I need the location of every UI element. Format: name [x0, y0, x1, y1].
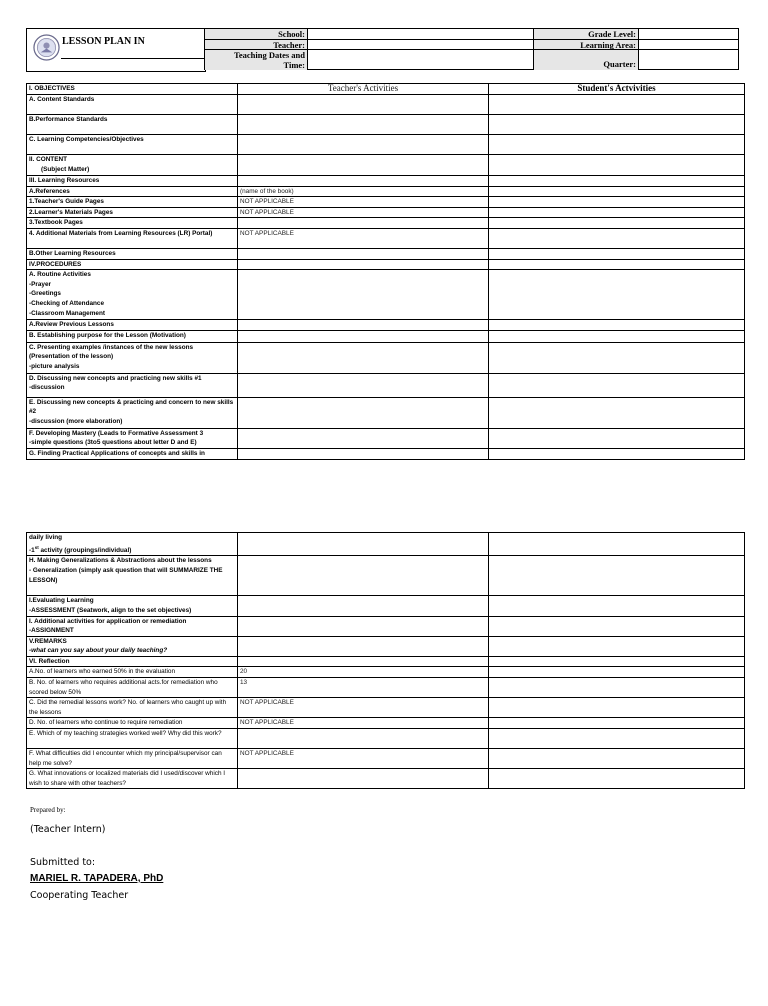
lesson-plan-header	[26, 28, 739, 72]
daily-living-label	[27, 533, 238, 556]
content-standards-label: A. Content Standards	[27, 95, 238, 115]
student-cell[interactable]	[489, 656, 745, 667]
additional-activities-text: I. Additional activities for application or remediation	[29, 617, 187, 625]
teacher-cell[interactable]	[238, 616, 489, 636]
references-value[interactable]: (name of the book)	[238, 186, 489, 197]
remarks-question-text: -what can you say about your daily teaching?	[29, 647, 168, 655]
teacher-cell[interactable]	[238, 218, 489, 229]
table-row	[27, 155, 745, 176]
student-cell[interactable]	[489, 698, 745, 718]
teacher-cell[interactable]	[238, 448, 489, 459]
teacher-cell[interactable]	[238, 135, 489, 155]
student-cell[interactable]	[489, 95, 745, 115]
student-cell[interactable]	[489, 678, 745, 698]
dates-field[interactable]	[308, 50, 534, 70]
student-cell[interactable]	[489, 330, 745, 342]
student-cell[interactable]	[489, 197, 745, 208]
additional-materials-value[interactable]: NOT APPLICABLE	[238, 228, 489, 248]
school-field[interactable]	[308, 29, 534, 40]
student-cell[interactable]	[489, 373, 745, 397]
mastery-text: F. Developing Mastery (Leads to Formative Assessment 3	[29, 429, 204, 437]
table-row	[27, 636, 745, 656]
table-row	[27, 533, 745, 556]
teacher-cell[interactable]	[238, 656, 489, 667]
generalization-text: - Generalization (simply ask question that will SUMMARIZE THE LESSON)	[29, 566, 223, 584]
student-cell[interactable]	[489, 769, 745, 789]
table-row	[27, 397, 745, 428]
mastery-label	[27, 428, 238, 448]
student-cell[interactable]	[489, 259, 745, 270]
student-cell[interactable]	[489, 596, 745, 616]
daily-living-text: daily living	[29, 534, 63, 541]
student-cell[interactable]	[489, 616, 745, 636]
student-cell[interactable]	[489, 115, 745, 135]
student-cell[interactable]	[489, 135, 745, 155]
student-cell[interactable]	[489, 320, 745, 331]
table-row	[27, 197, 745, 208]
routine-activities-label	[27, 270, 238, 320]
student-cell[interactable]	[489, 636, 745, 656]
teacher-cell[interactable]	[238, 176, 489, 187]
student-cell[interactable]	[489, 207, 745, 218]
subject-matter-text: (Subject Matter)	[41, 165, 90, 173]
additional-activities-label	[27, 616, 238, 636]
table-row	[27, 228, 745, 248]
teacher-cell[interactable]	[238, 769, 489, 789]
reflection-f-value[interactable]: NOT APPLICABLE	[238, 749, 489, 769]
reflection-c-label: C. Did the remedial lessons work? No. of learners who caught up with the lessons	[29, 699, 227, 716]
table-row	[27, 259, 745, 270]
table-row	[27, 115, 745, 135]
additional-materials-label: 4. Additional Materials from Learning Resources (LR) Portal)	[27, 228, 238, 248]
discussion-more-text: -discussion (more elaboration)	[29, 417, 123, 425]
presenting-text: C. Presenting examples /instances of the new lessons (Presentation of the lesson)	[29, 343, 194, 361]
lm-pages-value[interactable]: NOT APPLICABLE	[238, 207, 489, 218]
title-box	[26, 28, 206, 72]
table-row	[27, 596, 745, 616]
student-cell[interactable]	[489, 176, 745, 187]
student-cell[interactable]	[489, 397, 745, 428]
submitted-to-label: Submitted to:	[30, 857, 96, 868]
table-row	[27, 135, 745, 155]
first-activity-b: activity (groupings/individual)	[38, 546, 132, 554]
first-activity-text	[29, 543, 235, 556]
table-row	[27, 698, 745, 718]
teacher-cell[interactable]	[238, 248, 489, 259]
cooperating-teacher-role: Cooperating Teacher	[30, 890, 129, 901]
reflection-g-label: G. What innovations or localized materials did I used/discover which I wish to share with other teachers?	[29, 770, 226, 787]
table-row	[27, 616, 745, 636]
discussing-1-label	[27, 373, 238, 397]
reflection-b-label: B. No. of learners who requires additional acts.for remediation who scored below 50%	[29, 679, 218, 696]
table-row	[27, 718, 745, 729]
procedures-label: IV.PROCEDURES	[27, 259, 238, 270]
table-row	[27, 320, 745, 331]
teacher-cell[interactable]	[238, 155, 489, 176]
remarks-text: V.REMARKS	[29, 637, 67, 645]
table-row	[27, 729, 745, 749]
teacher-cell[interactable]	[238, 330, 489, 342]
table-row	[27, 342, 745, 373]
other-resources-label: B.Other Learning Resources	[27, 248, 238, 259]
teacher-cell[interactable]	[238, 729, 489, 749]
teacher-cell[interactable]	[238, 342, 489, 373]
quarter-field[interactable]	[639, 50, 738, 70]
subject-line	[61, 58, 205, 59]
reflection-f-label: F. What difficulties did I encounter which my principal/supervisor can help me solve?	[29, 750, 222, 767]
table-row	[27, 330, 745, 342]
table-row	[27, 373, 745, 397]
student-cell[interactable]	[489, 155, 745, 176]
assessment-text: -ASSESSMENT (Seatwork, align to the set objectives)	[29, 606, 192, 614]
table-row	[27, 428, 745, 448]
reflection-a-value[interactable]: 20	[238, 667, 489, 678]
teacher-cell[interactable]	[238, 428, 489, 448]
table-row	[27, 667, 745, 678]
teacher-cell[interactable]	[238, 270, 489, 320]
school-label: School:	[205, 29, 308, 40]
lm-pages-label: 2.Learner's Materials Pages	[27, 207, 238, 218]
discussion-text: -discussion	[29, 384, 65, 392]
teacher-label: Teacher:	[205, 40, 308, 50]
student-cell[interactable]	[489, 342, 745, 373]
content-label	[27, 155, 238, 176]
teacher-cell[interactable]	[238, 95, 489, 115]
table-row	[27, 248, 745, 259]
teacher-intern-label: (Teacher Intern)	[30, 824, 106, 835]
reflection-a-label: A.No. of learners who earned 50% in the evaluation	[29, 668, 176, 676]
table-header-row	[27, 84, 745, 95]
reflection-b-value[interactable]: 13	[238, 678, 489, 698]
student-cell[interactable]	[489, 749, 745, 769]
student-cell[interactable]	[489, 248, 745, 259]
content-text: II. CONTENT	[29, 156, 67, 163]
teacher-field[interactable]	[308, 40, 534, 50]
student-cell[interactable]	[489, 729, 745, 749]
finding-label: G. Finding Practical Applications of concepts and skills in	[27, 448, 238, 459]
table-row	[27, 270, 745, 320]
student-cell[interactable]	[489, 270, 745, 320]
greetings-text: -Greetings	[29, 290, 61, 298]
picture-analysis-text: -picture analysis	[29, 362, 80, 370]
lesson-plan-table-page-2	[26, 532, 745, 789]
assignment-text: -ASSIGNMENT	[29, 627, 74, 635]
learning-area-label: Learning Area:	[534, 40, 639, 50]
quarter-label: Quarter:	[534, 50, 639, 70]
table-row	[27, 218, 745, 229]
prepared-by-label: Prepared by:	[30, 806, 66, 814]
table-row	[27, 448, 745, 459]
table-row	[27, 556, 745, 596]
lesson-plan-table-page-1	[26, 83, 745, 460]
table-row	[27, 186, 745, 197]
purpose-label: B. Establishing purpose for the Lesson (Motivation)	[27, 330, 238, 342]
discussing-2-label	[27, 397, 238, 428]
table-row	[27, 678, 745, 698]
teacher-cell[interactable]	[238, 320, 489, 331]
student-cell[interactable]	[489, 218, 745, 229]
teacher-cell[interactable]	[238, 533, 489, 556]
reflection-d-value[interactable]: NOT APPLICABLE	[238, 718, 489, 729]
teacher-cell[interactable]	[238, 596, 489, 616]
student-activities-header: Student's Actvivities	[489, 84, 745, 95]
student-cell[interactable]	[489, 228, 745, 248]
table-row	[27, 656, 745, 667]
discussing-2-text: E. Discussing new concepts & practicing and concern to new skills #2	[29, 398, 234, 416]
student-cell[interactable]	[489, 448, 745, 459]
deped-seal-icon	[33, 34, 60, 61]
performance-standards-label: B.Performance Standards	[27, 115, 238, 135]
table-row	[27, 769, 745, 789]
reflection-c-value[interactable]: NOT APPLICABLE	[238, 698, 489, 718]
student-cell[interactable]	[489, 186, 745, 197]
textbook-label: 3.Textbook Pages	[27, 218, 238, 229]
presenting-label	[27, 342, 238, 373]
cooperating-teacher-name: MARIEL R. TAPADERA, PhD	[30, 873, 164, 884]
table-row	[27, 207, 745, 218]
objectives-header: I. OBJECTIVES	[27, 84, 238, 95]
reflection-d-label: D. No. of learners who continue to require remediation	[29, 719, 183, 727]
table-row	[27, 95, 745, 115]
student-cell[interactable]	[489, 718, 745, 729]
remarks-label	[27, 636, 238, 656]
discussing-1-text: D. Discussing new concepts and practicing new skills #1	[29, 374, 202, 382]
teacher-cell[interactable]	[238, 115, 489, 135]
prayer-text: -Prayer	[29, 280, 52, 288]
review-label: A.Review Previous Lessons	[27, 320, 238, 331]
student-cell[interactable]	[489, 556, 745, 596]
table-row	[27, 176, 745, 187]
teacher-cell[interactable]	[238, 259, 489, 270]
grade-level-field[interactable]	[639, 29, 738, 40]
dates-label: Teaching Dates and Time:	[205, 50, 308, 70]
routine-text: A. Routine Activities	[29, 271, 91, 279]
classroom-text: -Classroom Management	[29, 309, 105, 317]
references-label: A.References	[27, 186, 238, 197]
learning-area-field[interactable]	[639, 40, 738, 50]
student-cell[interactable]	[489, 428, 745, 448]
teacher-cell[interactable]	[238, 373, 489, 397]
teacher-cell[interactable]	[238, 636, 489, 656]
table-row	[27, 749, 745, 769]
teacher-cell[interactable]	[238, 397, 489, 428]
student-cell[interactable]	[489, 667, 745, 678]
evaluating-text: I.Evaluating Learning	[29, 597, 94, 605]
simple-questions-text: -simple questions (3to5 questions about letter D and E)	[29, 439, 197, 447]
student-cell[interactable]	[489, 533, 745, 556]
tg-pages-label: 1.Teacher's Guide Pages	[27, 197, 238, 208]
teacher-cell[interactable]	[238, 556, 489, 596]
evaluating-label	[27, 596, 238, 616]
reflection-e-label: E. Which of my teaching strategies worked well? Why did this work?	[29, 730, 222, 738]
lesson-plan-title: LESSON PLAN IN	[62, 36, 145, 47]
generalizations-label	[27, 556, 238, 596]
first-activity-a: -1	[29, 546, 35, 554]
learning-resources-label: III. Learning Resources	[27, 176, 238, 187]
generalizations-text: H. Making Generalizations & Abstractions about the lessons	[29, 557, 212, 565]
grade-level-label: Grade Level:	[534, 29, 639, 40]
attendance-text: -Checking of Attendance	[29, 299, 105, 307]
teacher-activities-header: Teacher's Activities	[238, 84, 489, 95]
reflection-label: VI. Reflection	[27, 656, 238, 667]
tg-pages-value[interactable]: NOT APPLICABLE	[238, 197, 489, 208]
competencies-label: C. Learning Competencies/Objectives	[27, 135, 238, 155]
first-activity-sup: st	[34, 544, 39, 550]
header-info-grid	[204, 28, 739, 70]
